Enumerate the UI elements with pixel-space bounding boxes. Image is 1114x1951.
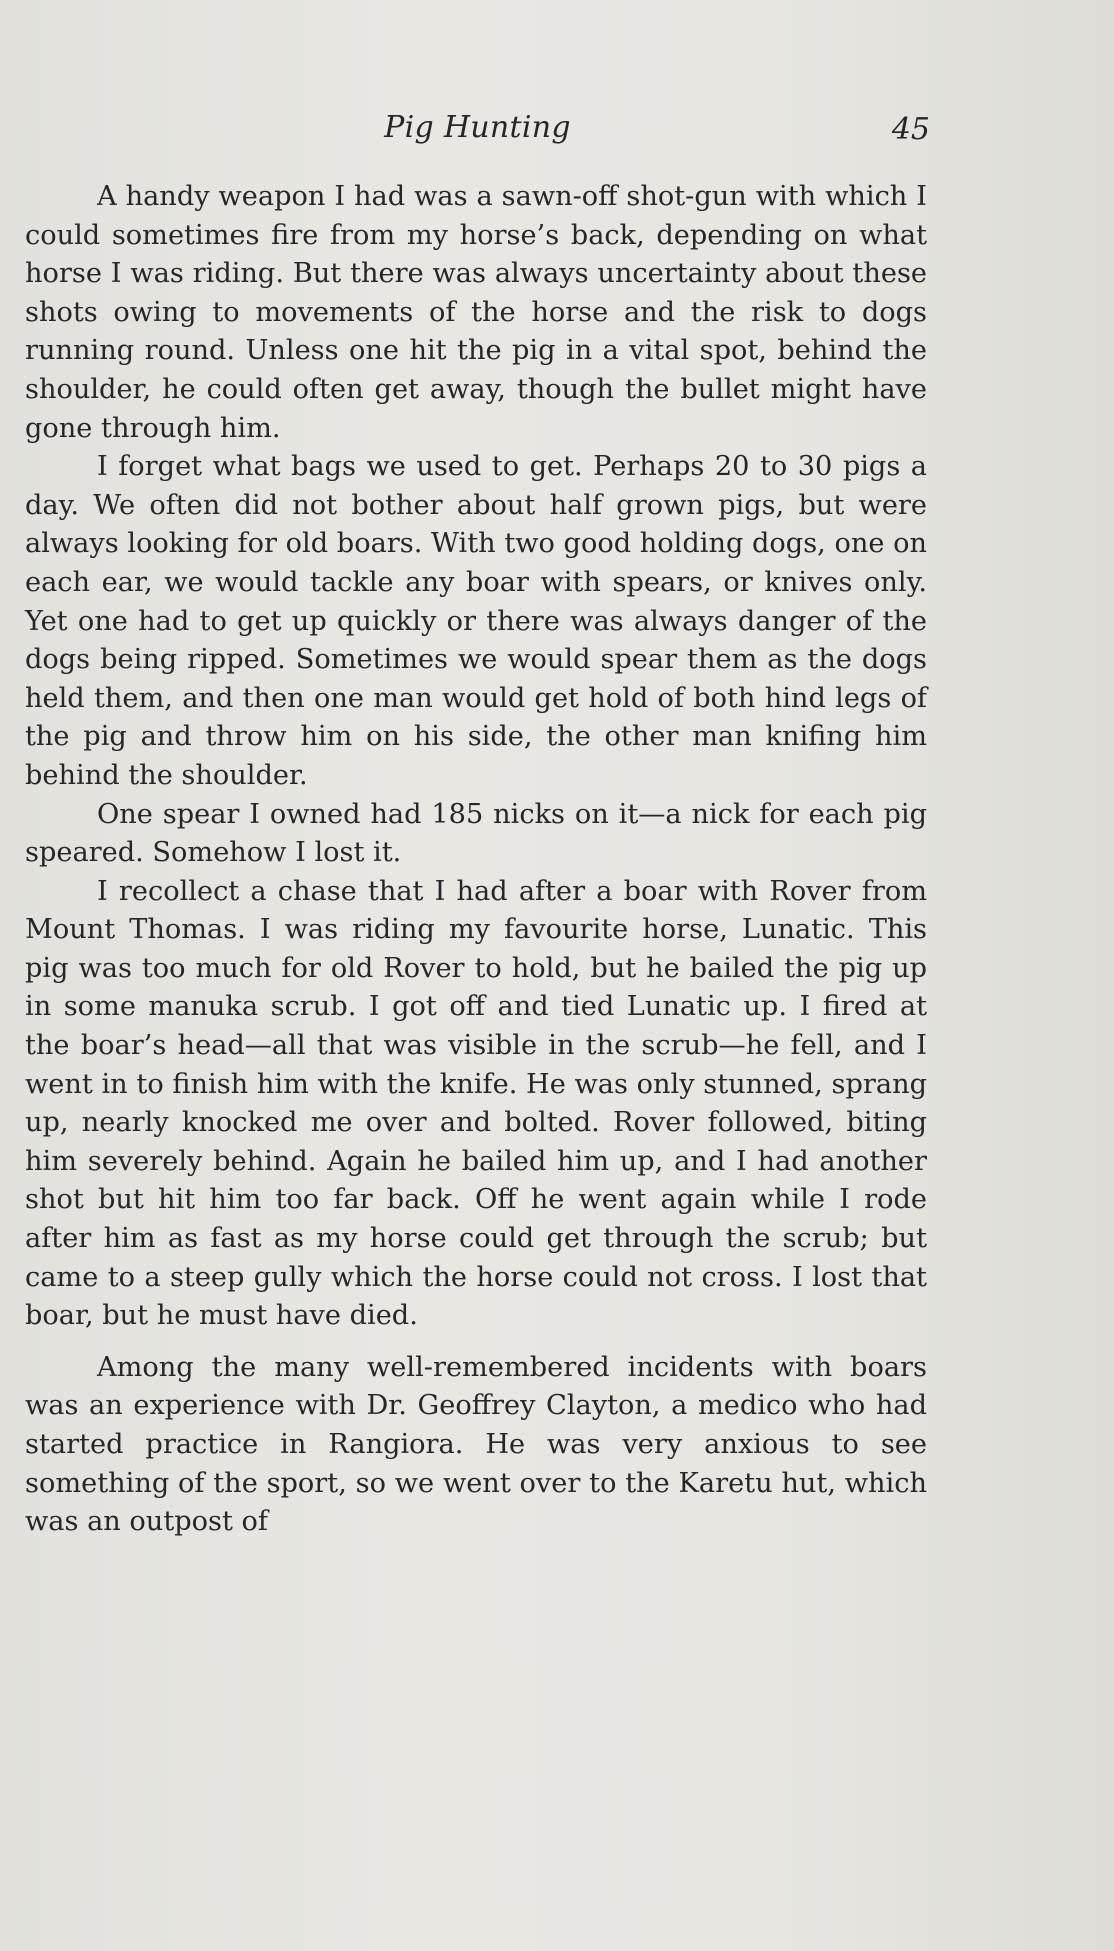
- page-number: 45: [891, 112, 930, 147]
- body-text: [25, 178, 927, 1542]
- paragraph: I recollect a chase that I had after a boar with Rover from Mount Thomas. I was riding my favourite horse, Lunatic. This pig was too much for old Rover to hold, but he bailed the pig up in some manuka scrub. I got off and tied Lunatic up. I fired at the boar’s head—all that was visible in the scrub—he fell, and I went in to finish him with the knife. He was only stunned, sprang up, nearly knocked me over and bolted. Rover followed, biting him severely behind. Again he bailed him up, and I had another shot but hit him too far back. Off he went again while I rode after him as fast as my horse could get through the scrub; but came to a steep gully which the horse could not cross. I lost that boar, but he must have died.: [25, 875, 927, 1332]
- paragraph: One spear I owned had 185 nicks on it—a nick for each pig speared. Somehow I lost it.: [25, 798, 927, 869]
- page-header: [25, 110, 930, 154]
- paragraph: I forget what bags we used to get. Perhaps 20 to 30 pigs a day. We often did not bother about half grown pigs, but were always looking for old boars. With two good holding dogs, one on each ear, we would tackle any boar with spears, or knives only. Yet one had to get up quickly or there was always danger of the dogs being ripped. Sometimes we would spear them as the dogs held them, and then one man would get hold of both hind legs of the pig and throw him on his side, the other man knifing him behind the shoulder.: [25, 451, 927, 791]
- paragraph: Among the many well-remembered incidents with boars was an experience with Dr. Geoffrey Clayton, a medico who had started practice in Rangiora. He was very anxious to see something of the sport, so we went over to the Karetu hut, which was an outpost of: [25, 1351, 927, 1538]
- running-title: Pig Hunting: [384, 110, 571, 145]
- paragraph: A handy weapon I had was a sawn-off shot-gun with which I could sometimes fire from my horse’s back, depending on what horse I was riding. But there was always uncertainty about these shots owing to movements of the horse and the risk to dogs running round. Unless one hit the pig in a vital spot, behind the shoulder, he could often get away, though the bullet might have gone through him.: [25, 181, 927, 444]
